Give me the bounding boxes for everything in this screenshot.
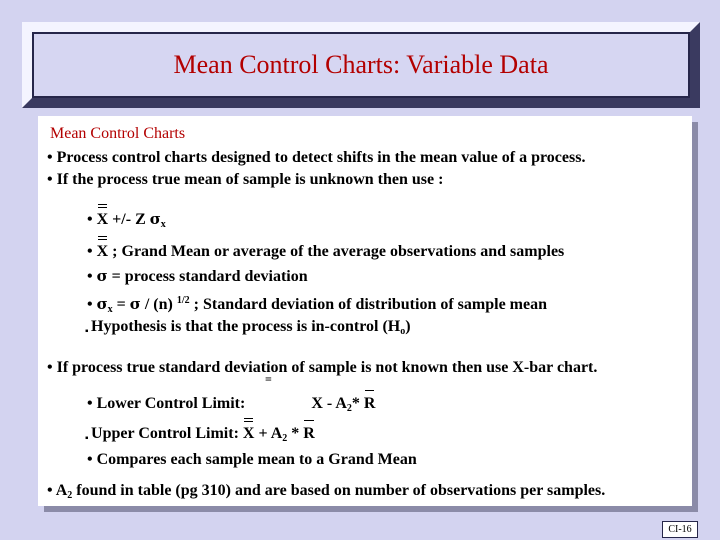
- grand-mean-x: X: [96, 211, 109, 228]
- bullet-sigma-definition: • σ = process standard deviation: [87, 267, 308, 285]
- title-frame: [22, 22, 700, 108]
- upper-control-limit: ▪ Upper Control Limit: $X + A_2 * R$: [85, 425, 315, 444]
- grand-mean-x: X: [242, 425, 255, 442]
- bullet-a2-table: • $A_2$ found in table (pg 310) and are based on number of observations per samples.: [47, 482, 606, 501]
- title-panel: [32, 32, 690, 98]
- bullet-mean-unknown: • If the process true mean of sample is unknown then use :: [47, 171, 444, 188]
- formula-x-plus-minus: • X +/- Z $\sigma_x$: [87, 210, 166, 230]
- bullet-hypothesis: ▪ Hypothesis is that the process is in-control $(H_o)$: [85, 318, 411, 337]
- lcl-double-bar-mark: =: [265, 372, 272, 386]
- bullet-grand-mean: • X ; Grand Mean or average of the average observations and samples: [87, 243, 565, 260]
- lower-control-limit: • Lower Control Limit: X - $A_2*$ R: [87, 395, 376, 414]
- slide-title: Mean Control Charts: Variable Data: [173, 50, 549, 79]
- bullet-std-dev-sample-mean: • $\sigma_x = \sigma / (n)$ $^{1/2}$ ; Standard deviation of distribution of sample mean: [87, 295, 548, 315]
- bullet-detect-shifts: • Process control charts designed to detect shifts in the mean value of a process.: [47, 149, 586, 166]
- section-heading: Mean Control Charts: [50, 125, 186, 142]
- range-bar-r: R: [363, 395, 376, 412]
- slide-number: CI-16: [662, 521, 698, 538]
- bullet-compares-grand-mean: • Compares each sample mean to a Grand Mean: [87, 451, 417, 468]
- range-bar-r: R: [303, 425, 315, 442]
- grand-mean-x: X: [96, 243, 109, 260]
- bullet-std-dev-unknown: • If process true standard deviation of sample is not known then use X-bar chart.: [47, 359, 598, 376]
